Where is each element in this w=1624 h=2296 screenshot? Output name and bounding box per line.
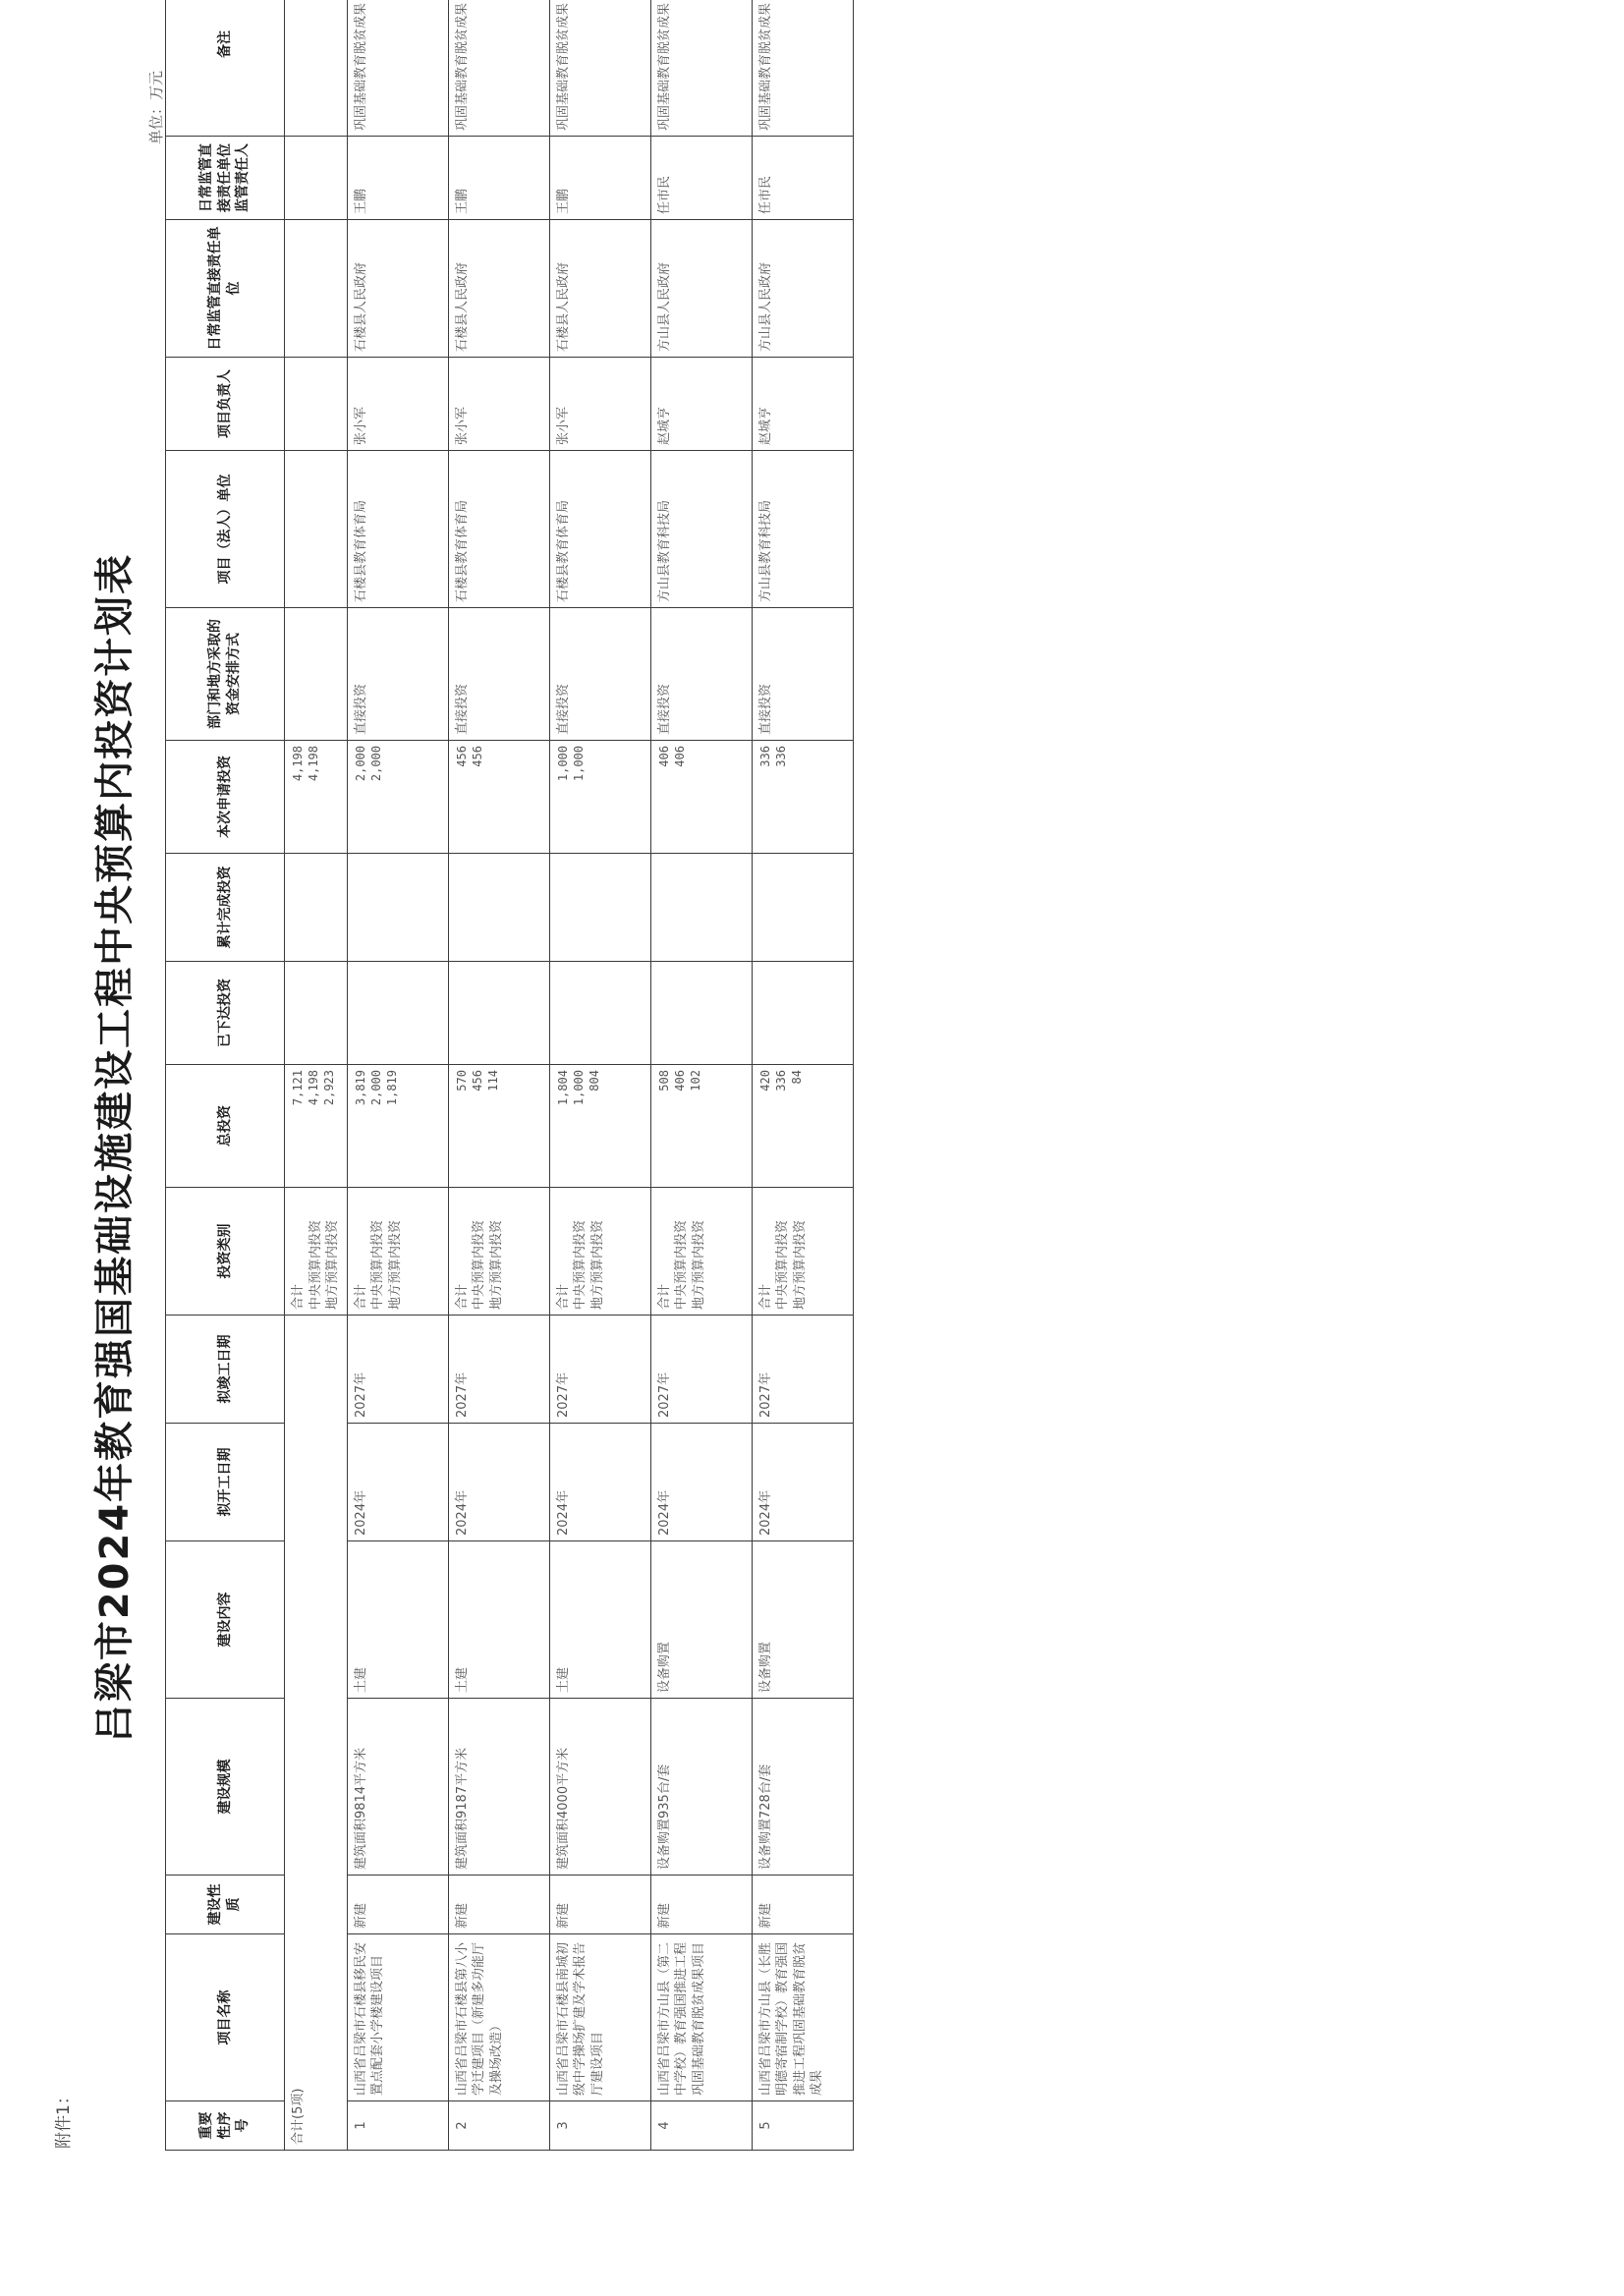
total-investment — [347, 1065, 448, 1188]
legal-unit: 方山县教育科技局 — [650, 451, 752, 608]
column-header: 累计完成投资 — [166, 854, 285, 962]
table-body — [285, 0, 854, 2151]
summary-row — [285, 0, 348, 2151]
investment-type: 合计 — [757, 1283, 773, 1310]
row-seq: 1 — [347, 2101, 448, 2151]
start-date: 2024年 — [549, 1424, 650, 1541]
legal-unit: 石楼县教育体育局 — [549, 451, 650, 608]
total-investment — [549, 1065, 650, 1188]
header-row — [166, 0, 285, 2151]
investment-types — [448, 1188, 549, 1316]
total-value: 456 — [470, 1070, 484, 1092]
table-row — [549, 0, 650, 2151]
investment-type: 地方预算内投资 — [488, 1219, 504, 1310]
column-header: 已下达投资 — [166, 962, 285, 1065]
investment-type: 地方预算内投资 — [387, 1219, 403, 1310]
construction-nature: 新建 — [650, 1876, 752, 1934]
project-manager: 赵城亨 — [650, 358, 752, 451]
supervisor-person: 王鹏 — [549, 137, 650, 220]
funding-method: 直接投资 — [549, 608, 650, 741]
summary-requested-value: 4,198 — [307, 746, 321, 782]
project-name: 山西省吕梁市方山县（长胜明德寄宿制学校）教育强国推进工程巩固基础教育脱贫成果 — [752, 1934, 853, 2101]
legal-unit: 石楼县教育体育局 — [347, 451, 448, 608]
issued-investment — [347, 962, 448, 1065]
start-date: 2024年 — [650, 1424, 752, 1541]
end-date: 2027年 — [549, 1316, 650, 1424]
requested-value: 336 — [757, 746, 772, 767]
issued-investment — [549, 962, 650, 1065]
requested-value: 456 — [470, 746, 484, 767]
total-value: 804 — [588, 1070, 602, 1092]
table-row — [752, 0, 853, 2151]
requested-value: 456 — [454, 746, 469, 767]
requested-value: 406 — [656, 746, 671, 767]
summary-requested-value: 4,198 — [291, 746, 305, 782]
completed-investment — [752, 854, 853, 962]
summary-empty-cell — [285, 137, 348, 220]
investment-type: 中央预算内投资 — [674, 1219, 690, 1310]
construction-scale: 建筑面积9187平方米 — [448, 1699, 549, 1876]
total-value: 1,000 — [571, 1070, 586, 1106]
row-seq: 3 — [549, 2101, 650, 2151]
investment-types — [549, 1188, 650, 1316]
project-name: 山西省吕梁市石楼县第八小学迁建项目（新建多功能厅及操场改造） — [448, 1934, 549, 2101]
total-value: 1,804 — [555, 1070, 570, 1106]
total-value: 84 — [790, 1070, 805, 1085]
investment-type: 地方预算内投资 — [792, 1219, 808, 1310]
supervisor-unit: 方山县人民政府 — [650, 220, 752, 358]
total-value: 114 — [486, 1070, 501, 1092]
construction-nature: 新建 — [448, 1876, 549, 1934]
summary-requested-investment — [285, 741, 348, 854]
column-header: 拟竣工日期 — [166, 1316, 285, 1424]
summary-total-investment — [285, 1065, 348, 1188]
investment-type: 中央预算内投资 — [472, 1219, 487, 1310]
row-seq: 2 — [448, 2101, 549, 2151]
supervisor-unit: 石楼县人民政府 — [347, 220, 448, 358]
column-header: 重要性序号 — [166, 2101, 285, 2151]
column-header: 日常监管直接责任单位 — [166, 220, 285, 358]
total-value: 336 — [773, 1070, 788, 1092]
construction-scale: 设备购置728台/套 — [752, 1699, 853, 1876]
requested-investment — [752, 741, 853, 854]
column-header: 项目名称 — [166, 1934, 285, 2101]
funding-method: 直接投资 — [347, 608, 448, 741]
investment-type: 中央预算内投资 — [573, 1219, 588, 1310]
remark: 巩固基础教育脱贫成果 — [650, 0, 752, 137]
requested-investment — [347, 741, 448, 854]
completed-investment — [347, 854, 448, 962]
end-date: 2027年 — [347, 1316, 448, 1424]
row-seq: 4 — [650, 2101, 752, 2151]
funding-method: 直接投资 — [752, 608, 853, 741]
construction-nature: 新建 — [549, 1876, 650, 1934]
summary-total-value: 2,923 — [322, 1070, 337, 1106]
summary-empty-cell — [285, 0, 348, 137]
construction-content: 土建 — [448, 1541, 549, 1699]
legal-unit: 石楼县教育体育局 — [448, 451, 549, 608]
construction-content: 土建 — [549, 1541, 650, 1699]
summary-empty-cell — [285, 220, 348, 358]
investment-type: 合计 — [656, 1283, 672, 1310]
column-header: 项目负责人 — [166, 358, 285, 451]
total-value: 420 — [757, 1070, 772, 1092]
completed-investment — [549, 854, 650, 962]
start-date: 2024年 — [448, 1424, 549, 1541]
document-title: 吕梁市2024年教育强国基础设施建设工程中央预算内投资计划表 — [92, 552, 138, 1744]
summary-label: 合计(5项) — [285, 1316, 348, 2151]
start-date: 2024年 — [752, 1424, 853, 1541]
project-name: 山西省吕梁市石楼县南城初级中学操场扩建及学术报告厅建设项目 — [549, 1934, 650, 2101]
legal-unit: 方山县教育科技局 — [752, 451, 853, 608]
summary-empty-cell — [285, 451, 348, 608]
construction-scale: 建筑面积9814平方米 — [347, 1699, 448, 1876]
column-header: 部门和地方采取的资金安排方式 — [166, 608, 285, 741]
remark: 巩固基础教育脱贫成果 — [752, 0, 853, 137]
column-header: 项目（法人）单位 — [166, 451, 285, 608]
issued-investment — [650, 962, 752, 1065]
remark: 巩固基础教育脱贫成果 — [448, 0, 549, 137]
column-header: 本次申请投资 — [166, 741, 285, 854]
column-header: 总投资 — [166, 1065, 285, 1188]
summary-investment-types — [285, 1188, 348, 1316]
issued-investment — [752, 962, 853, 1065]
project-name: 山西省吕梁市石楼县移民安置点配套小学楼建设项目 — [347, 1934, 448, 2101]
supervisor-person: 任市民 — [752, 137, 853, 220]
attachment-label: 附件1： — [54, 2088, 74, 2149]
project-manager: 张小军 — [448, 358, 549, 451]
requested-value: 406 — [672, 746, 687, 767]
requested-value: 1,000 — [555, 746, 570, 782]
investment-type: 地方预算内投资 — [589, 1219, 605, 1310]
investment-type: 合计 — [353, 1283, 368, 1310]
requested-investment — [549, 741, 650, 854]
column-header: 备注 — [166, 0, 285, 137]
total-value: 406 — [672, 1070, 687, 1092]
project-manager: 张小军 — [347, 358, 448, 451]
summary-completed-investment — [285, 854, 348, 962]
requested-value: 336 — [773, 746, 788, 767]
funding-method: 直接投资 — [650, 608, 752, 741]
supervisor-unit: 石楼县人民政府 — [549, 220, 650, 358]
table-row — [347, 0, 448, 2151]
table-row — [650, 0, 752, 2151]
summary-type: 地方预算内投资 — [325, 1219, 341, 1310]
issued-investment — [448, 962, 549, 1065]
supervisor-person: 任市民 — [650, 137, 752, 220]
investment-plan-table — [165, 0, 854, 2151]
funding-method: 直接投资 — [448, 608, 549, 741]
remark: 巩固基础教育脱贫成果 — [549, 0, 650, 137]
remark: 巩固基础教育脱贫成果 — [347, 0, 448, 137]
total-value: 570 — [454, 1070, 469, 1092]
total-value: 508 — [656, 1070, 671, 1092]
construction-content: 设备购置 — [752, 1541, 853, 1699]
investment-type: 合计 — [454, 1283, 470, 1310]
total-value: 2,000 — [368, 1070, 383, 1106]
requested-value: 1,000 — [571, 746, 586, 782]
column-header: 投资类别 — [166, 1188, 285, 1316]
construction-content: 设备购置 — [650, 1541, 752, 1699]
requested-investment — [448, 741, 549, 854]
requested-value: 2,000 — [368, 746, 383, 782]
investment-type: 中央预算内投资 — [370, 1219, 386, 1310]
start-date: 2024年 — [347, 1424, 448, 1541]
construction-nature: 新建 — [752, 1876, 853, 1934]
column-header: 建设内容 — [166, 1541, 285, 1699]
construction-scale: 建筑面积4000平方米 — [549, 1699, 650, 1876]
investment-type: 中央预算内投资 — [775, 1219, 791, 1310]
supervisor-person: 王鹏 — [448, 137, 549, 220]
investment-types — [650, 1188, 752, 1316]
investment-type: 合计 — [555, 1283, 571, 1310]
summary-total-value: 7,121 — [291, 1070, 305, 1106]
requested-investment — [650, 741, 752, 854]
column-header: 日常监管直接责任单位监管责任人 — [166, 137, 285, 220]
project-name: 山西省吕梁市方山县（第二中学校）教育强国推进工程巩固基础教育脱贫成果项目 — [650, 1934, 752, 2101]
project-manager: 赵城亨 — [752, 358, 853, 451]
summary-issued-investment — [285, 962, 348, 1065]
column-header: 拟开工日期 — [166, 1424, 285, 1541]
total-investment — [752, 1065, 853, 1188]
end-date: 2027年 — [448, 1316, 549, 1424]
total-value: 3,819 — [353, 1070, 367, 1106]
supervisor-unit: 方山县人民政府 — [752, 220, 853, 358]
construction-scale: 设备购置935台/套 — [650, 1699, 752, 1876]
table-header — [166, 0, 285, 2151]
end-date: 2027年 — [650, 1316, 752, 1424]
construction-content: 土建 — [347, 1541, 448, 1699]
row-seq: 5 — [752, 2101, 853, 2151]
table-row — [448, 0, 549, 2151]
requested-value: 2,000 — [353, 746, 367, 782]
summary-total-value: 4,198 — [307, 1070, 321, 1106]
total-investment — [448, 1065, 549, 1188]
summary-type: 中央预算内投资 — [308, 1219, 323, 1310]
completed-investment — [650, 854, 752, 962]
end-date: 2027年 — [752, 1316, 853, 1424]
investment-type: 地方预算内投资 — [691, 1219, 706, 1310]
summary-empty-cell — [285, 608, 348, 741]
project-manager: 张小军 — [549, 358, 650, 451]
supervisor-unit: 石楼县人民政府 — [448, 220, 549, 358]
investment-types — [752, 1188, 853, 1316]
summary-type: 合计 — [291, 1283, 306, 1310]
construction-nature: 新建 — [347, 1876, 448, 1934]
completed-investment — [448, 854, 549, 962]
investment-types — [347, 1188, 448, 1316]
total-investment — [650, 1065, 752, 1188]
total-value: 1,819 — [385, 1070, 400, 1106]
summary-empty-cell — [285, 358, 348, 451]
column-header: 建设性质 — [166, 1876, 285, 1934]
total-value: 102 — [689, 1070, 703, 1092]
supervisor-person: 王鹏 — [347, 137, 448, 220]
column-header: 建设规模 — [166, 1699, 285, 1876]
unit-label: 单位：万元 — [147, 70, 165, 144]
